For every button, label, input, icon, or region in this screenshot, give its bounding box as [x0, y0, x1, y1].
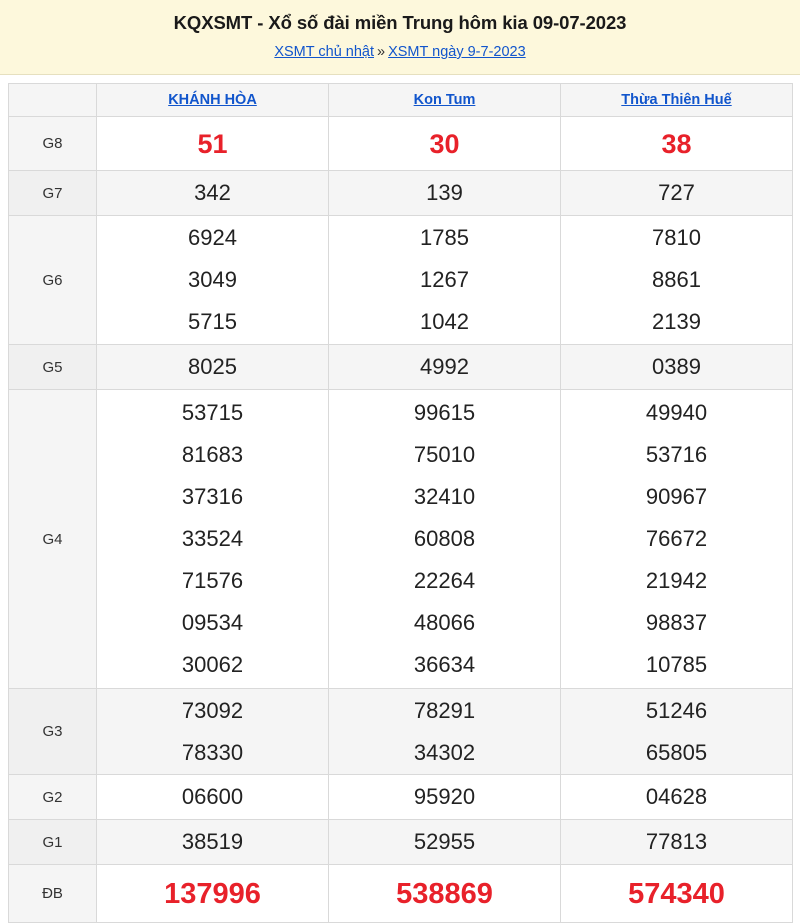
column-header-khanh-hoa	[97, 84, 329, 117]
number: 0389	[652, 354, 701, 379]
table-header-row	[9, 84, 793, 117]
number: 06600	[181, 784, 244, 809]
number: 22264	[413, 568, 476, 593]
table-row	[9, 117, 793, 171]
results-table-container	[0, 75, 800, 923]
table-row	[9, 171, 793, 216]
table-row	[9, 775, 793, 820]
prize-cell-kon-tum	[329, 216, 561, 345]
number: 139	[426, 180, 463, 205]
number: 65805	[645, 739, 708, 765]
prize-cell-thua-thien-hue	[561, 689, 793, 775]
prize-label: G2	[9, 775, 97, 820]
number: 95920	[413, 784, 476, 809]
prize-cell-khanh-hoa	[97, 216, 329, 345]
prize-label: G6	[9, 216, 97, 345]
prize-cell-khanh-hoa	[97, 117, 329, 171]
table-body	[9, 117, 793, 923]
number: 09534	[181, 610, 244, 635]
column-header-prize	[9, 84, 97, 117]
prize-label: G7	[9, 171, 97, 216]
number: 1042	[420, 309, 469, 334]
number: 1785	[420, 225, 469, 250]
prize-cell-khanh-hoa	[97, 689, 329, 775]
prize-cell-kon-tum	[329, 117, 561, 171]
prize-cell-khanh-hoa	[97, 820, 329, 865]
breadcrumb	[0, 42, 800, 62]
breadcrumb-link-date[interactable]: XSMT ngày 9-7-2023	[388, 44, 526, 60]
number: 8861	[652, 267, 701, 292]
page-header	[0, 0, 800, 75]
number: 77813	[645, 829, 708, 854]
number: 38	[661, 128, 692, 159]
number: 78291	[413, 697, 476, 723]
table-row	[9, 865, 793, 923]
prize-cell-thua-thien-hue	[561, 216, 793, 345]
breadcrumb-link-weekday[interactable]: XSMT chủ nhật	[274, 44, 375, 60]
number: 37316	[181, 484, 244, 509]
province-link-kon-tum[interactable]: Kon Tum	[413, 92, 476, 108]
number: 30062	[181, 652, 244, 677]
number: 81683	[181, 442, 244, 467]
prize-cell-khanh-hoa	[97, 345, 329, 390]
prize-cell-thua-thien-hue	[561, 390, 793, 689]
number: 98837	[645, 610, 708, 635]
prize-label: G5	[9, 345, 97, 390]
number: 3049	[188, 267, 237, 292]
prize-cell-kon-tum	[329, 865, 561, 923]
number: 33524	[181, 526, 244, 551]
prize-label: G3	[9, 689, 97, 775]
number: 5715	[188, 309, 237, 334]
number: 21942	[645, 568, 708, 593]
number: 34302	[413, 739, 476, 765]
prize-label: ĐB	[9, 865, 97, 923]
number: 04628	[645, 784, 708, 809]
column-header-thua-thien-hue	[561, 84, 793, 117]
prize-cell-kon-tum	[329, 390, 561, 689]
column-header-kon-tum	[329, 84, 561, 117]
prize-cell-kon-tum	[329, 775, 561, 820]
number: 53716	[645, 442, 708, 467]
prize-label: G4	[9, 390, 97, 689]
table-row	[9, 689, 793, 775]
number: 73092	[181, 697, 244, 723]
number: 30	[429, 128, 460, 159]
prize-cell-kon-tum	[329, 689, 561, 775]
prize-cell-thua-thien-hue	[561, 775, 793, 820]
number: 90967	[645, 484, 708, 509]
prize-label: G1	[9, 820, 97, 865]
table-row	[9, 345, 793, 390]
table-row	[9, 820, 793, 865]
prize-cell-thua-thien-hue	[561, 171, 793, 216]
page-title: KQXSMT - Xổ số đài miền Trung hôm kia 09-07-2023	[173, 12, 627, 33]
prize-cell-kon-tum	[329, 345, 561, 390]
prize-cell-thua-thien-hue	[561, 820, 793, 865]
prize-cell-thua-thien-hue	[561, 345, 793, 390]
prize-cell-kon-tum	[329, 820, 561, 865]
number: 574340	[628, 877, 725, 910]
number: 32410	[413, 484, 476, 509]
number: 4992	[420, 354, 469, 379]
prize-label: G8	[9, 117, 97, 171]
results-table	[8, 83, 793, 923]
number: 38519	[181, 829, 244, 854]
number: 36634	[413, 652, 476, 677]
number: 538869	[396, 877, 493, 910]
prize-cell-khanh-hoa	[97, 775, 329, 820]
number: 48066	[413, 610, 476, 635]
number: 727	[658, 180, 695, 205]
number: 99615	[413, 400, 476, 425]
number: 51	[197, 128, 228, 159]
number: 60808	[413, 526, 476, 551]
table-row	[9, 390, 793, 689]
number: 6924	[188, 225, 237, 250]
number: 75010	[413, 442, 476, 467]
prize-cell-kon-tum	[329, 171, 561, 216]
number: 342	[194, 180, 231, 205]
prize-cell-thua-thien-hue	[561, 865, 793, 923]
province-link-thua-thien-hue[interactable]: Thừa Thiên Huế	[621, 92, 732, 108]
prize-cell-khanh-hoa	[97, 865, 329, 923]
prize-cell-thua-thien-hue	[561, 117, 793, 171]
table-head	[9, 84, 793, 117]
number: 76672	[645, 526, 708, 551]
number: 49940	[645, 400, 708, 425]
number: 78330	[181, 739, 244, 765]
number: 7810	[652, 225, 701, 250]
breadcrumb-separator: »	[377, 44, 386, 60]
number: 71576	[181, 568, 244, 593]
number: 137996	[164, 877, 261, 910]
prize-cell-khanh-hoa	[97, 390, 329, 689]
number: 8025	[188, 354, 237, 379]
number: 2139	[652, 309, 701, 334]
prize-cell-khanh-hoa	[97, 171, 329, 216]
number: 53715	[181, 400, 244, 425]
number: 52955	[413, 829, 476, 854]
number: 10785	[645, 652, 708, 677]
table-row	[9, 216, 793, 345]
number: 51246	[645, 697, 708, 723]
number: 1267	[420, 267, 469, 292]
province-link-khanh-hoa[interactable]: KHÁNH HÒA	[168, 92, 257, 108]
